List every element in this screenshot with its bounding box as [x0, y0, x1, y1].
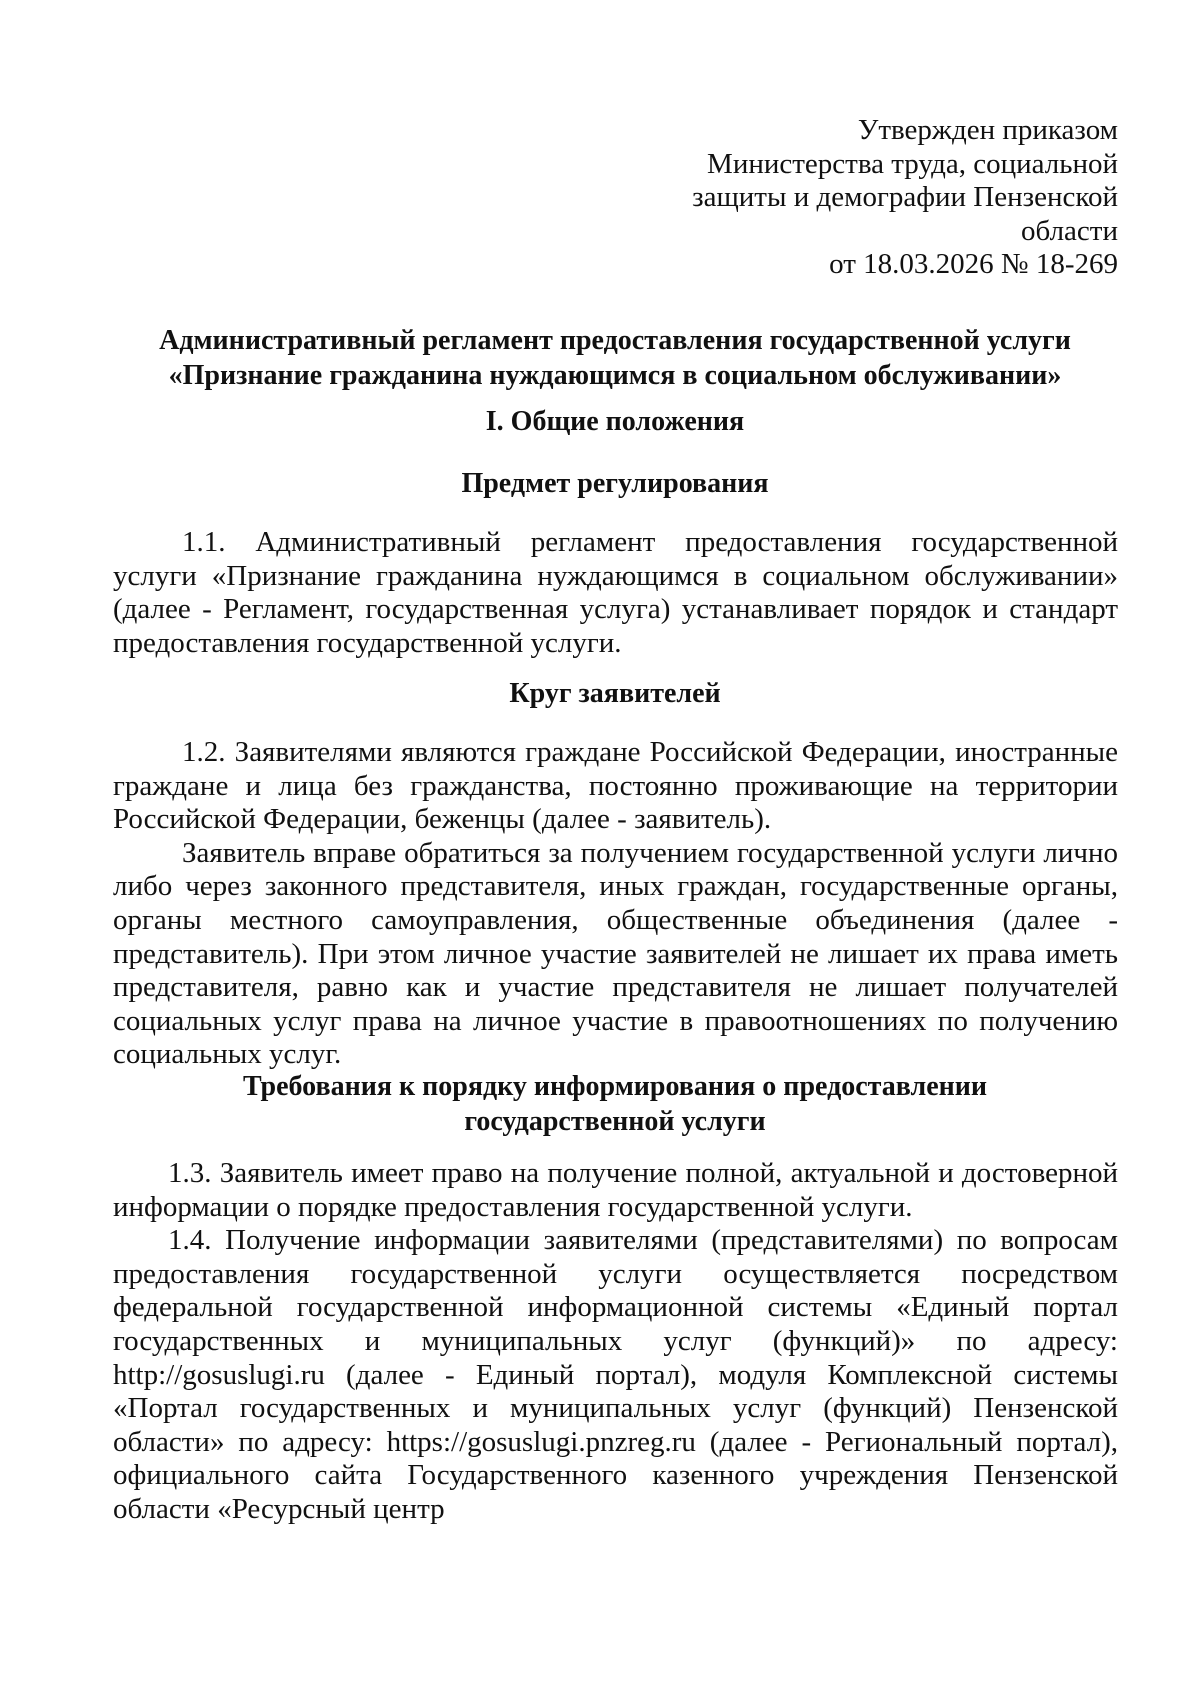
paragraph-1-2-representative: Заявитель вправе обратиться за получением государственной услуги лично либо через законного представителя, иных граждан, государственные органы, органы местного самоуправления, общественные объединения (далее - представитель). При этом личное участие заявителей не лишает их права иметь представителя, равно как и участие представителя не лишает получателей социальных услуг права на личное участие в правоотношениях по получению социальных услуг.: [113, 836, 1118, 1071]
paragraph-1-1-block: [113, 526, 1118, 660]
subheading-subject: Предмет регулирования: [461, 468, 769, 499]
approval-block: [640, 114, 1118, 282]
document-title-line-1: Административный регламент предоставления государственной услуги: [159, 325, 1071, 356]
subheading-applicants: Круг заявителей: [509, 678, 721, 709]
paragraph-1-1: 1.1. Административный регламент предоставления государственной услуги «Признание гражданина нуждающимся в социальном обслуживании» (далее - Регламент, государственная услуга) устанавливает порядок и стандарт предоставления государственной услуги.: [113, 526, 1118, 659]
paragraph-1-2-block: [113, 736, 1118, 1072]
paragraph-1-3: 1.3. Заявитель имеет право на получение полной, актуальной и достоверной информации о порядке предоставления государственной услуги.: [113, 1157, 1118, 1223]
document-title-line-2: «Признание гражданина нуждающимся в социальном обслуживании»: [168, 360, 1062, 391]
paragraph-1-2: 1.2. Заявителями являются граждане Российской Федерации, иностранные граждане и лица без гражданства, постоянно проживающие на территории Российской Федерации, беженцы (далее - заявитель).: [113, 736, 1118, 836]
paragraph-1-3-block: [113, 1157, 1118, 1527]
document-title: [112, 323, 1118, 393]
approval-line-5: от 18.03.2026 № 18-269: [829, 248, 1118, 280]
subheading-information: [112, 1069, 1118, 1139]
paragraph-1-4: 1.4. Получение информации заявителями (представителями) по вопросам предоставления государственной услуги осуществляется посредством федеральной государственной информационной системы «Единый портал государственных и муниципальных услуг (функций)» по адресу: http://gosuslugi.ru (далее - Единый портал), модуля Комплексной системы «Портал государственных и муниципальных услуг (функций) Пензенской области» по адресу: https://gosuslugi.pnzreg.ru (далее - Региональный портал), официального сайта Государственного казенного учреждения Пензенской области «Ресурсный центр: [113, 1224, 1118, 1525]
section-heading-general: I. Общие положения: [485, 406, 745, 437]
approval-line-3: защиты и демографии Пензенской: [692, 181, 1118, 213]
approval-line-1: Утвержден приказом: [857, 114, 1118, 146]
subheading-information-line-2: государственной услуги: [464, 1106, 766, 1137]
subheading-information-line-1: Требования к порядку информирования о предоставлении: [242, 1071, 988, 1102]
approval-line-4: области: [1021, 214, 1118, 247]
approval-line-2: Министерства труда, социальной: [707, 147, 1118, 180]
